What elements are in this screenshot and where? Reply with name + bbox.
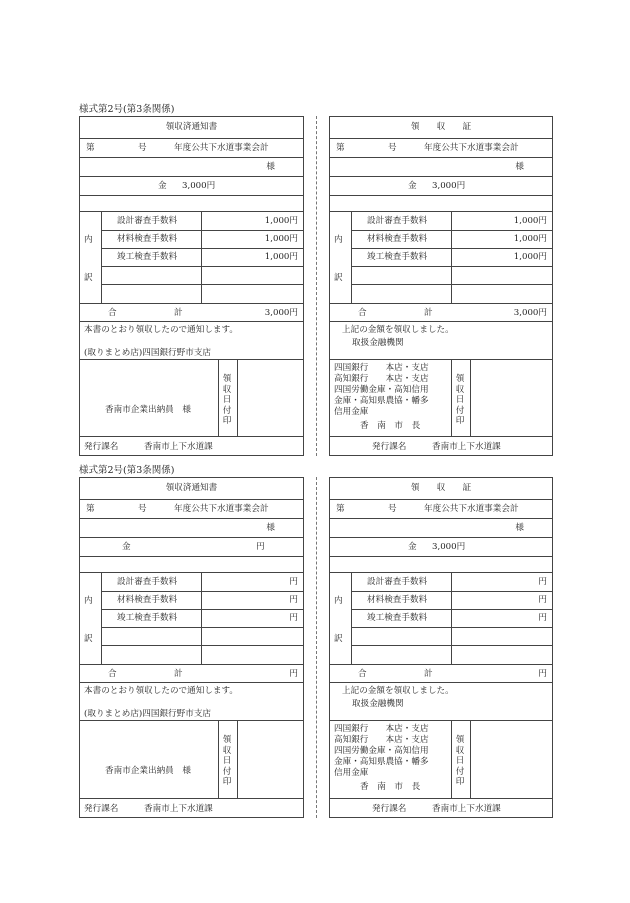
issuer-label: 発行課名 [84,804,119,814]
bank-list: 四国銀行 本店・支店 高知銀行 本店・支店 四国労働金庫・高知信用 金庫・高知県農協・幡多 信用金庫 [334,363,429,417]
mayor-label: 香 南 市 長 [360,421,421,431]
dai-label: 第 [336,504,345,514]
gou-label: 号 [388,143,397,153]
payer-row [330,518,552,538]
wake-label: 訳 [84,634,93,644]
item-amount: 1,000円 [513,216,547,226]
blank-row [80,556,303,573]
notice-form [79,477,304,818]
wake-label: 訳 [84,273,93,283]
payer-row [80,157,303,177]
payer-name: 香南市企業出納員 様 [105,766,191,776]
total-amount: 円 [289,669,298,679]
issuer-label: 発行課名 [372,804,407,814]
fiscal-year-label: 年度公共下水道事業会計 [424,504,519,514]
receipt-note: 上記の金額を領収しました。 [342,325,454,335]
total-label: 計 [174,308,183,318]
wake-label: 訳 [334,273,343,283]
total-row [330,664,552,683]
item-name: 材料検査手数料 [367,234,428,244]
total-label: 合 [108,669,117,679]
form-label: 様式第2号(第3条関係) [79,465,175,476]
amount-unit: 円 [256,542,265,552]
dai-label: 第 [86,143,95,153]
item-name: 設計審査手数料 [367,577,428,587]
blank-row [330,195,552,212]
stamp-area: 領 収 日 付 印 [222,374,232,426]
gou-label: 号 [388,504,397,514]
issuer-row [80,436,303,457]
stamp-block [80,720,303,799]
fiscal-year-label: 年度公共下水道事業会計 [424,143,519,153]
stamp-area: 領 収 日 付 印 [455,735,465,787]
mayor-label: 香 南 市 長 [360,782,421,792]
wake-label: 訳 [334,634,343,644]
item-amount: 1,000円 [264,252,298,262]
kin-label: 金 [408,542,417,552]
issuer-label: 発行課名 [372,442,407,452]
item-name: 設計審査手数料 [117,216,178,226]
notice-note: 本書のとおり領収したので通知します。 [84,686,239,696]
total-label: 計 [174,669,183,679]
notice-note: 本書のとおり領収したので通知します。 [84,325,239,335]
breakdown-block [80,572,303,665]
amount-row [80,176,303,196]
item-name: 材料検査手数料 [117,595,178,605]
stamp-block [330,359,552,437]
stamp-area: 領 収 日 付 印 [455,374,465,426]
total-label: 合 [358,308,367,318]
issuer-name: 香南市上下水道課 [432,804,501,814]
receipt-title: 領 収 証 [410,122,472,132]
item-amount: 円 [538,577,547,587]
item-name: 設計審査手数料 [117,577,178,587]
total-row [80,303,303,322]
item-name: 材料検査手数料 [117,234,178,244]
sama-label: 様 [266,162,275,172]
issuer-row [80,798,303,819]
number-row [330,138,552,158]
kin-label: 金 [158,181,167,191]
fiscal-year-label: 年度公共下水道事業会計 [174,504,269,514]
total-row [80,664,303,683]
cut-line [316,477,317,818]
total-amount: 3,000円 [513,308,547,318]
breakdown-block [80,211,303,304]
total-label: 計 [424,308,433,318]
number-row [80,499,303,519]
breakdown-block [330,211,552,304]
total-amount: 円 [538,669,547,679]
uchi-label: 内 [334,596,343,606]
number-row [80,138,303,158]
sama-label: 様 [266,523,275,533]
item-name: 材料検査手数料 [367,595,428,605]
total-label: 計 [424,669,433,679]
payer-row [80,518,303,538]
breakdown-block [330,572,552,665]
dai-label: 第 [336,143,345,153]
total-amount: 3,000円 [264,308,298,318]
note-block [80,321,303,360]
item-name: 竣工検査手数料 [117,252,178,262]
total-label: 合 [108,308,117,318]
collecting-bank: (取りまとめ店)四国銀行野市支店 [84,709,212,719]
note-block [330,682,552,721]
gou-label: 号 [138,143,147,153]
item-amount: 1,000円 [513,234,547,244]
notice-form [79,116,304,456]
blank-row [330,556,552,573]
item-amount: 1,000円 [264,216,298,226]
fiscal-year-label: 年度公共下水道事業会計 [174,143,269,153]
receipt-title: 領 収 証 [410,483,472,493]
item-amount: 円 [289,613,298,623]
uchi-label: 内 [334,235,343,245]
payer-name: 香南市企業出納員 様 [105,405,191,415]
total-label: 合 [358,669,367,679]
financial-institution-label: 取扱金融機関 [352,699,404,709]
kin-label: 金 [122,542,131,552]
issuer-name: 香南市上下水道課 [144,804,213,814]
item-name: 設計審査手数料 [367,216,428,226]
sama-label: 様 [515,162,524,172]
issuer-label: 発行課名 [84,442,119,452]
blank-row [80,195,303,212]
total-row [330,303,552,322]
amount-value: 3,000円 [432,181,466,191]
gou-label: 号 [138,504,147,514]
bank-list: 四国銀行 本店・支店 高知銀行 本店・支店 四国労働金庫・高知信用 金庫・高知県農協・幡多 信用金庫 [334,724,429,778]
receipt-form [329,477,553,818]
issuer-row [330,436,552,457]
item-amount: 1,000円 [513,252,547,262]
uchi-label: 内 [84,596,93,606]
item-amount: 円 [289,595,298,605]
stamp-block [80,359,303,437]
amount-row [330,537,552,557]
item-amount: 円 [538,595,547,605]
receipt-note: 上記の金額を領収しました。 [342,686,454,696]
item-name: 竣工検査手数料 [117,613,178,623]
item-amount: 1,000円 [264,234,298,244]
notice-title: 領収済通知書 [165,122,218,132]
form-label: 様式第2号(第3条関係) [79,104,175,115]
uchi-label: 内 [84,235,93,245]
note-block [330,321,552,360]
sama-label: 様 [515,523,524,533]
stamp-area: 領 収 日 付 印 [222,735,232,787]
issuer-name: 香南市上下水道課 [144,442,213,452]
collecting-bank: (取りまとめ店)四国銀行野市支店 [84,348,212,358]
item-amount: 円 [538,613,547,623]
item-name: 竣工検査手数料 [367,252,428,262]
amount-value: 3,000円 [182,181,216,191]
cut-line [316,116,317,456]
kin-label: 金 [408,181,417,191]
receipt-form [329,116,553,456]
issuer-name: 香南市上下水道課 [432,442,501,452]
item-amount: 円 [289,577,298,587]
payer-row [330,157,552,177]
dai-label: 第 [86,504,95,514]
amount-row [80,537,303,557]
stamp-block [330,720,552,799]
number-row [330,499,552,519]
note-block [80,682,303,721]
amount-row [330,176,552,196]
notice-title: 領収済通知書 [165,483,218,493]
item-name: 竣工検査手数料 [367,613,428,623]
financial-institution-label: 取扱金融機関 [352,338,404,348]
issuer-row [330,798,552,819]
amount-value: 3,000円 [432,542,466,552]
